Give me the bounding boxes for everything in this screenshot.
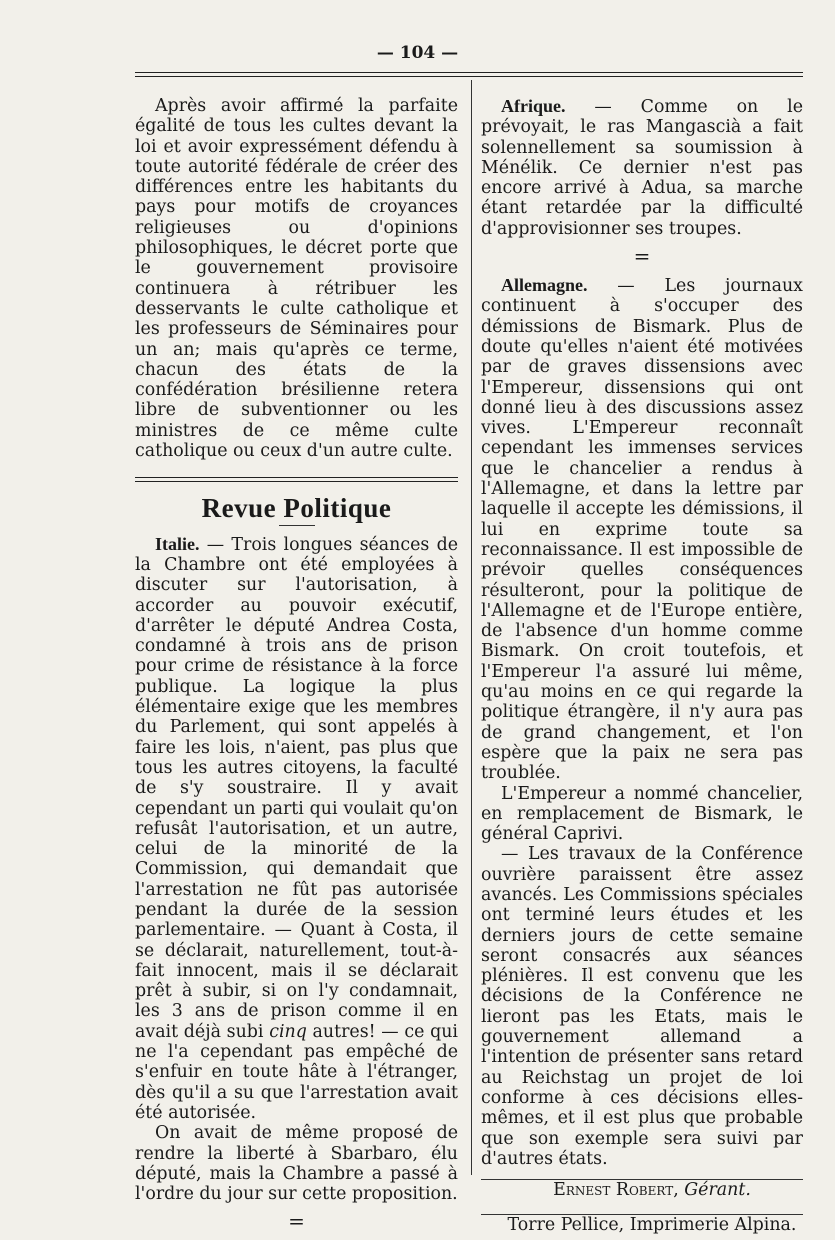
left-column <box>135 96 458 1240</box>
italie-text-1: — Trois longues séances de la Chambre ont été employées à discuter sur l'autorisation, à accorder au pouvoir exécutif, d'arrêter le député Andrea Costa, condamné à trois ans de prison pour crime de résistance à la force publique. La logique la plus élémentaire exige que les membres du Parlement, qui sont appelés à faire les lois, n'aient, pas plus que tous les autres citoyens, la faculté de s'y soustraire. Il y avait cependant un parti qui voulait qu'on refusât l'autorisation, et un autre, celui de la minorité de la Commission, qui demandait que l'arrestation ne fût pas autorisée pendant la durée de la session parlementaire. — Quant à Costa, il se déclarait, naturellement, tout-à-fait innocent, mais il se déclarait prêt à subir, si on l'y condamnait, les 3 ans de prison comme il en avait déjà subi <box>135 534 458 1042</box>
left-separator: = <box>288 1209 305 1234</box>
right-separator: = <box>633 244 651 269</box>
gerant-name: Ernest Robert, <box>553 1180 679 1201</box>
allemagne-label: Allemagne. <box>501 275 588 296</box>
right-column <box>481 96 803 1236</box>
italie-paragraph <box>135 534 458 1124</box>
intro-paragraph: Après avoir affirmé la parfaite égalité de tous les cultes devant la loi et avoir expressément défendu à toute autorité fédérale de créer des différences entre les habitants du pays pour motifs de croyances religieuses ou d'opinions philosophiques, le décret porte que le gouvernement provisoire continuera à rétribuer les desservants le culte catholique et les professeurs de Séminaires pour un an; mais qu'après ce terme, chacun des états de la confédération brésilienne retera libre de subventionner ou les ministres de ce même culte catholique ou ceux d'un autre culte. <box>135 96 458 462</box>
allemagne-text: — Les journaux continuent à s'occuper des démissions de Bismark. Plus de doute qu'elles n'aient été motivées par de graves dissensions avec l'Empereur, dissensions qui ont donné lieu à des discussions assez vives. L'Empereur reconnaît cependant les immenses services que le chancelier a rendus à l'Allemagne, et dans la lettre par laquelle il accepte les démissions, il lui en exprime toute sa reconnaissance. Il est impossible de prévoir quelles conséquences résulteront, pour la politique de l'Allemagne et de l'Europe entière, de l'absence d'un homme comme Bismark. On croit toutefois, et l'Empereur l'a assuré lui même, qu'au moins en ce qui regarde la politique étrangère, il n'y aura pas de grand changement, et l'on espère que la paix ne sera pas troublée. <box>481 276 803 784</box>
section-title: Revue Politique <box>201 493 392 524</box>
afrique-paragraph <box>481 96 803 239</box>
conference-paragraph: — Les travaux de la Conférence ouvrière paraissent être assez avancés. Les Commissions spéciales ont terminé leurs études et les derniers jours de cette semaine seront consacrés aux séances plénières. Il est convenu que les décisions de la Conférence ne lieront pas les Etats, mais le gouvernement allemand a l'intention de présenter sans retard au Reichstag un projet de loi conforme à ces décisions elles-mêmes, et il est plus que probable que son exemple sera suivi par d'autres états. <box>481 844 803 1169</box>
page-number: — 104 — <box>376 43 459 63</box>
column-divider <box>471 80 472 1175</box>
header-rule <box>135 72 803 77</box>
afrique-text: — Comme on le prévoyait, le ras Mangascià a fait solennellement sa soumission à Ménélik. Ce dernier n'est pas encore arrivé à Adua, sa marche étant retardée par la difficulté d'approvisionner ses troupes. <box>481 97 803 239</box>
afrique-label: Afrique. <box>501 96 566 116</box>
signature <box>481 1180 803 1200</box>
sbarbaro-paragraph: On avait de même proposé de rendre la liberté à Sbarbaro, élu député, mais la Chambre a passé à l'ordre du jour sur cette proposition. <box>135 1123 458 1205</box>
allemagne-paragraph <box>481 275 803 783</box>
italie-text-2: autres! — ce qui ne l'a cependant pas empêché de s'enfuir en toute hâte à l'étranger, dès qu'il a su que l'arrestation avait été autorisée. <box>135 1021 458 1123</box>
italie-label: Italie. <box>155 533 200 554</box>
caprivi-paragraph: L'Empereur a nommé chancelier, en remplacement de Bismark, le général Caprivi. <box>481 783 803 845</box>
section-rule <box>135 477 458 482</box>
title-rule <box>279 525 315 526</box>
italie-italic: cinq <box>269 1021 307 1042</box>
imprint: Torre Pellice, Imprimerie Alpina. <box>507 1215 797 1236</box>
gerant-title: Gérant. <box>678 1180 751 1201</box>
